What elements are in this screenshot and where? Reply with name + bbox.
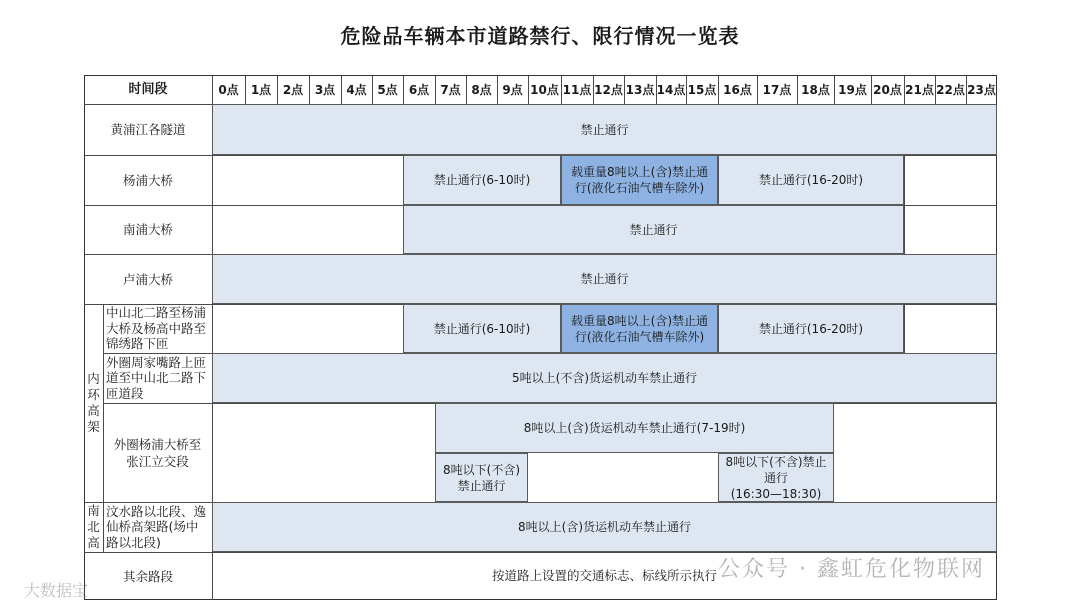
restriction-block-highlight: 载重量8吨以上(含)禁止通行(液化石油气槽车除外) [561, 155, 718, 205]
col-divider [904, 155, 905, 205]
row-label-zhoujiazui: 外圈周家嘴路上匝道至中山北二路下匝道段 [106, 354, 207, 401]
row-label-lupu-bridge: 卢浦大桥 [122, 271, 173, 287]
row-label-huangpu-tunnels: 黄浦江各隧道 [110, 122, 186, 137]
restriction-block-highlight: 载重量8吨以上(含)禁止通行(液化石油气槽车除外) [561, 304, 718, 353]
hour-7: 7点 [440, 82, 461, 97]
hour-20: 20点 [873, 82, 902, 97]
hour-19: 19点 [838, 82, 867, 97]
hour-1: 1点 [250, 82, 272, 97]
hour-22: 22点 [936, 82, 965, 97]
restriction-block: 禁止通行(16-20时) [718, 304, 904, 353]
col-divider [904, 205, 905, 254]
restriction-block: 禁止通行(6-10时) [403, 304, 561, 353]
restriction-text: 8吨以下(不含)禁止通行 [725, 454, 827, 485]
other-roads-text: 按道路上设置的交通标志、标线所示执行 [491, 568, 717, 583]
restriction-block [718, 453, 834, 502]
hour-14: 14点 [656, 82, 686, 97]
hour-5: 5点 [377, 82, 398, 97]
restriction-block: 禁止通行 [212, 254, 997, 304]
hour-16: 16点 [723, 82, 752, 97]
hour-11: 11点 [562, 82, 592, 97]
row-label-yangpu-bridge: 杨浦大桥 [122, 172, 173, 188]
hour-17: 17点 [762, 82, 792, 97]
hour-13: 13点 [625, 82, 655, 97]
hour-18: 18点 [801, 82, 830, 97]
row-label-yangpu-zhangjiang: 外圈杨浦大桥至张江立交段 [113, 436, 202, 469]
hour-4: 4点 [346, 82, 367, 97]
restriction-block: 8吨以上(含)货运机动车禁止通行(7-19时) [435, 403, 834, 453]
group-label-inner-ring: 内环高架 [87, 371, 100, 434]
restriction-block: 禁止通行(16-20时) [718, 155, 904, 205]
hour-9: 9点 [502, 82, 523, 97]
row-label-nanpu-bridge: 南浦大桥 [122, 222, 173, 237]
restriction-block: 禁止通行 [212, 104, 997, 155]
restriction-block: 8吨以下(不含)禁止通行 [435, 453, 528, 502]
hour-12: 12点 [594, 82, 623, 97]
hour-10: 10点 [530, 82, 559, 97]
restriction-time: (16:30—18:30) [730, 486, 822, 501]
restriction-block: 5吨以上(不含)货运机动车禁止通行 [212, 353, 997, 403]
row-label-wenshui: 汶水路以北段、逸仙桥高架路(场中路以北段) [106, 503, 207, 550]
hour-8: 8点 [471, 82, 492, 97]
restriction-block: 8吨以上(含)货运机动车禁止通行 [212, 502, 997, 552]
restriction-block: 禁止通行(6-10时) [403, 155, 561, 205]
hour-0: 0点 [218, 82, 239, 97]
page-title: 危险品车辆本市道路禁行、限行情况一览表 [340, 24, 740, 48]
hour-6: 6点 [408, 82, 430, 97]
hour-3: 3点 [314, 82, 336, 97]
restriction-block: 禁止通行 [403, 205, 904, 254]
watermark-left: 大数据宝 [24, 581, 89, 600]
group-label-north-south: 南北高 [87, 503, 100, 550]
header-time-period: 时间段 [128, 81, 168, 97]
hour-23: 23点 [967, 82, 996, 97]
row-label-other-roads: 其余路段 [122, 568, 173, 584]
hour-15: 15点 [687, 82, 717, 97]
row-label-zhongshan: 中山北二路至杨浦大桥及杨高中路至锦绣路下匝 [106, 305, 207, 352]
hour-21: 21点 [905, 82, 934, 97]
hour-2: 2点 [282, 82, 304, 97]
watermark-right: 公众号 · 鑫虹危化物联网 [718, 557, 985, 582]
col-divider [904, 304, 905, 353]
